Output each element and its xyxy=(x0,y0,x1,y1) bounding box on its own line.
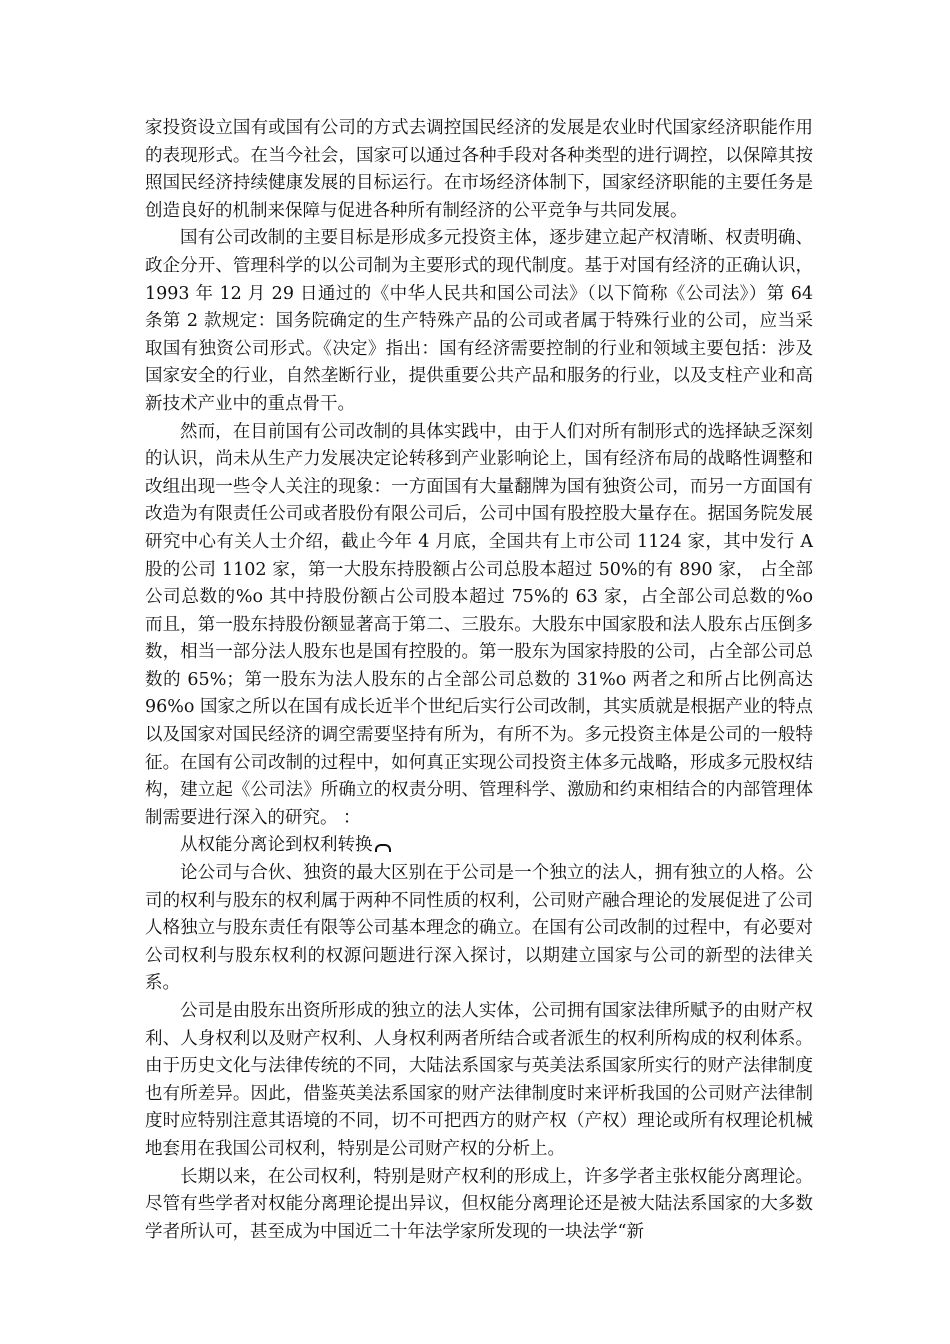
paragraph: 论公司与合伙、独资的最大区别在于公司是一个独立的法人，拥有独立的人格。公司的权利与股东的权利属于两种不同性质的权利，公司财产融合理论的发展促进了公司人格独立与股东责任有限等公司基本理念的确立。在国有公司改制的过程中，有必要对公司权利与股东权利的权源问题进行深入探讨，以期建立国家与公司的新型的法律关系。 xyxy=(145,863,813,994)
paragraph: 家投资设立国有或国有公司的方式去调控国民经济的发展是农业时代国家经济职能作用的表现形式。在当今社会，国家可以通过各种手段对各种类型的进行调控，以保障其按照国民经济持续健康发展的目标运行。在市场经济体制下，国家经济职能的主要任务是创造良好的机制来保障与促进各种所有制经济的公平竞争与共同发展。 xyxy=(145,118,813,221)
paragraph: 公司是由股东出资所形成的独立的法人实体，公司拥有国家法律所赋予的由财产权利、人身权利以及财产权利、人身权利两者所结合或者派生的权利所构成的权利体系。由于历史文化与法律传统的不同，大陆法系国家与英美法系国家所实行的财产法律制度也有所差异。因此，借鉴英美法系国家的财产法律制度时来评析我国的公司财产法律制度时应特别注意其语境的不同，切不可把西方的财产权（产权）理论或所有权理论机械地套用在我国公司权利，特别是公司财产权的分析上。 xyxy=(145,1001,813,1159)
section-heading-text: 从权能分离论到权利转换 xyxy=(180,835,373,856)
paragraph: 然而，在目前国有公司改制的具体实践中，由于人们对所有制形式的选择缺乏深刻的认识，尚未从生产力发展决定论转移到产业影响论上，国有经济布局的战略性调整和改组出现一些令人关注的现象：一方面国有大量翻牌为国有独资公司，而另一方面国有改造为有限责任公司或者股份有限公司后，公司中国有股控股大量存在。据国务院发展研究中心有关人士介绍，截止今年 4 月底，全国共有上市公司 1124 家，其中发行 A 股的公司 1102 家，第一大股东持股额占公司总股本超过 50%的有 890 家， 占全部公司总数的%o 其中持股份额占公司股本超过 75%的 63 家，占全部公司总数的%o 而且，第一股东持股份额显著高于第二、三股东。大股东中国家股和法人股东占压倒多数，相当一部分法人股东也是国有控股的。第一股东为国家持股的公司，占全部公司总数的 65%；第一股东为法人股东的占全部公司总数的 31%o 两者之和所占比例高达 96%o 国家之所以在国有成长近半个世纪后实行公司改制，其实质就是根据产业的特点以及国家对国民经济的调空需要坚持有所为，有所不为。多元投资主体是公司的一般特征。在国有公司改制的过程中，如何真正实现公司投资主体多元战略，形成多元股权结构，建立起《公司法》所确立的权责分明、管理科学、激励和约束相结合的内部管理体制需要进行深入的研究。 ： xyxy=(145,421,813,828)
section-heading xyxy=(145,832,813,860)
bracket-mark-icon xyxy=(375,844,391,852)
document-body xyxy=(145,115,813,1246)
paragraph: 国有公司改制的主要目标是形成多元投资主体，逐步建立起产权清晰、权责明确、政企分开、管理科学的以公司制为主要形式的现代制度。基于对国有经济的正确认识，1993 年 12 月 29 日通过的《中华人民共和国公司法》（以下简称《公司法》）第 64 条第 2 款规定：国务院确定的生产特殊产品的公司或者属于特殊行业的公司，应当采取国有独资公司形式。《决定》指出：国有经济需要控制的行业和领域主要包括：涉及国家安全的行业，自然垄断行业，提供重要公共产品和服务的行业，以及支柱产业和高新技术产业中的重点骨干。 xyxy=(145,228,813,414)
paragraph: 长期以来，在公司权利，特别是财产权利的形成上，许多学者主张权能分离理论。尽管有些学者对权能分离理论提出异议，但权能分离理论还是被大陆法系国家的大多数学者所认可，甚至成为中国近二十年法学家所发现的一块法学“新 xyxy=(145,1166,813,1242)
